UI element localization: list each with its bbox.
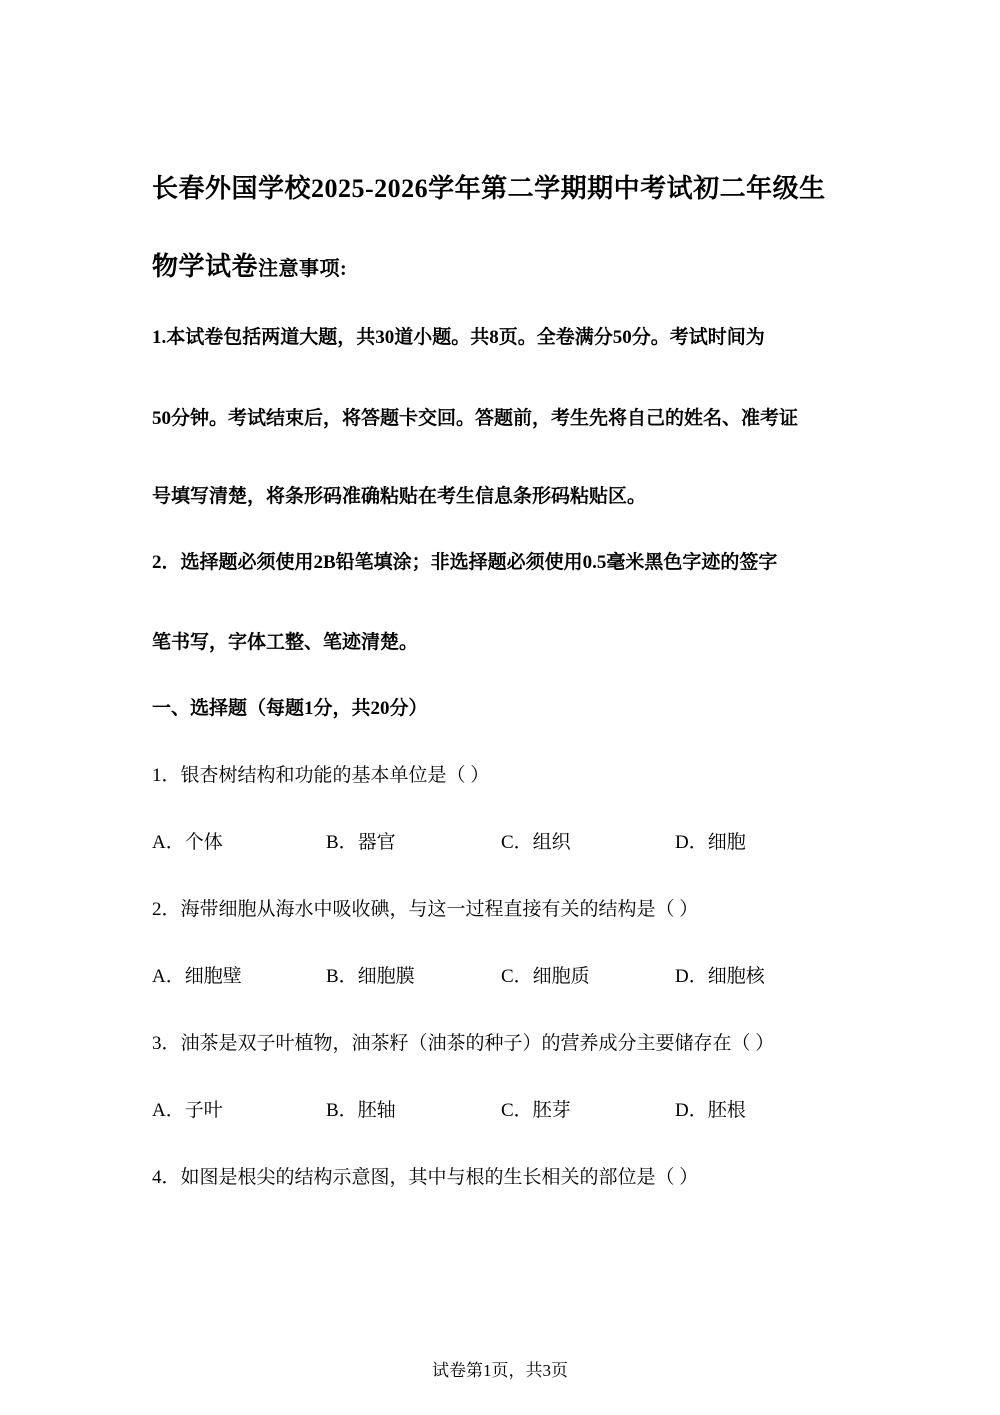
- option-d: D．细胞: [675, 832, 746, 853]
- page-footer: 试卷第1页，共3页: [432, 1361, 568, 1380]
- note-line: 号填写清楚，将条形码准确粘贴在考生信息条形码粘贴区。: [152, 486, 647, 507]
- note-line: 2．选择题必须使用2B铅笔填涂；非选择题必须使用0.5毫米黑色字迹的签字: [152, 552, 778, 573]
- question-stem-3: 3．油茶是双子叶植物，油茶籽（油茶的种子）的营养成分主要储存在（ ）: [152, 1033, 775, 1054]
- exam-title-line1: 长春外国学校2025-2026学年第二学期期中考试初二年级生: [152, 174, 826, 203]
- question-stem-2: 2．海带细胞从海水中吸收碘，与这一过程直接有关的结构是（ ）: [152, 899, 699, 920]
- option-d: D．细胞核: [675, 966, 765, 987]
- option-c: C．胚芽: [501, 1100, 571, 1121]
- note-line: 1.本试卷包括两道大题，共30道小题。共8页。全卷满分50分。考试时间为: [152, 327, 765, 348]
- option-c: C．组织: [501, 832, 571, 853]
- exam-title-line2: [152, 246, 347, 283]
- question-options-3: [152, 1095, 852, 1121]
- option-c: C．细胞质: [501, 966, 590, 987]
- option-b: B．细胞膜: [326, 966, 415, 987]
- exam-title-line2-text: 物学试卷: [152, 252, 259, 281]
- note-line: 笔书写，字体工整、笔迹清楚。: [152, 632, 419, 653]
- option-b: B．胚轴: [326, 1100, 396, 1121]
- option-a: A．子叶: [152, 1100, 223, 1121]
- option-b: B．器官: [326, 832, 396, 853]
- question-options-2: [152, 961, 852, 987]
- note-line: 50分钟。考试结束后，将答题卡交回。答题前，考生先将自己的姓名、准考证: [152, 408, 799, 429]
- question-stem-1: 1．银杏树结构和功能的基本单位是（ ）: [152, 765, 490, 786]
- section-heading: 一、选择题（每题1分，共20分）: [152, 698, 428, 719]
- option-a: A．个体: [152, 832, 223, 853]
- question-stem-4: 4．如图是根尖的结构示意图，其中与根的生长相关的部位是（ ）: [152, 1167, 699, 1188]
- option-d: D．胚根: [675, 1100, 746, 1121]
- question-options-1: [152, 827, 852, 853]
- option-a: A．细胞壁: [152, 966, 242, 987]
- notes-heading: 注意事项:: [258, 258, 348, 280]
